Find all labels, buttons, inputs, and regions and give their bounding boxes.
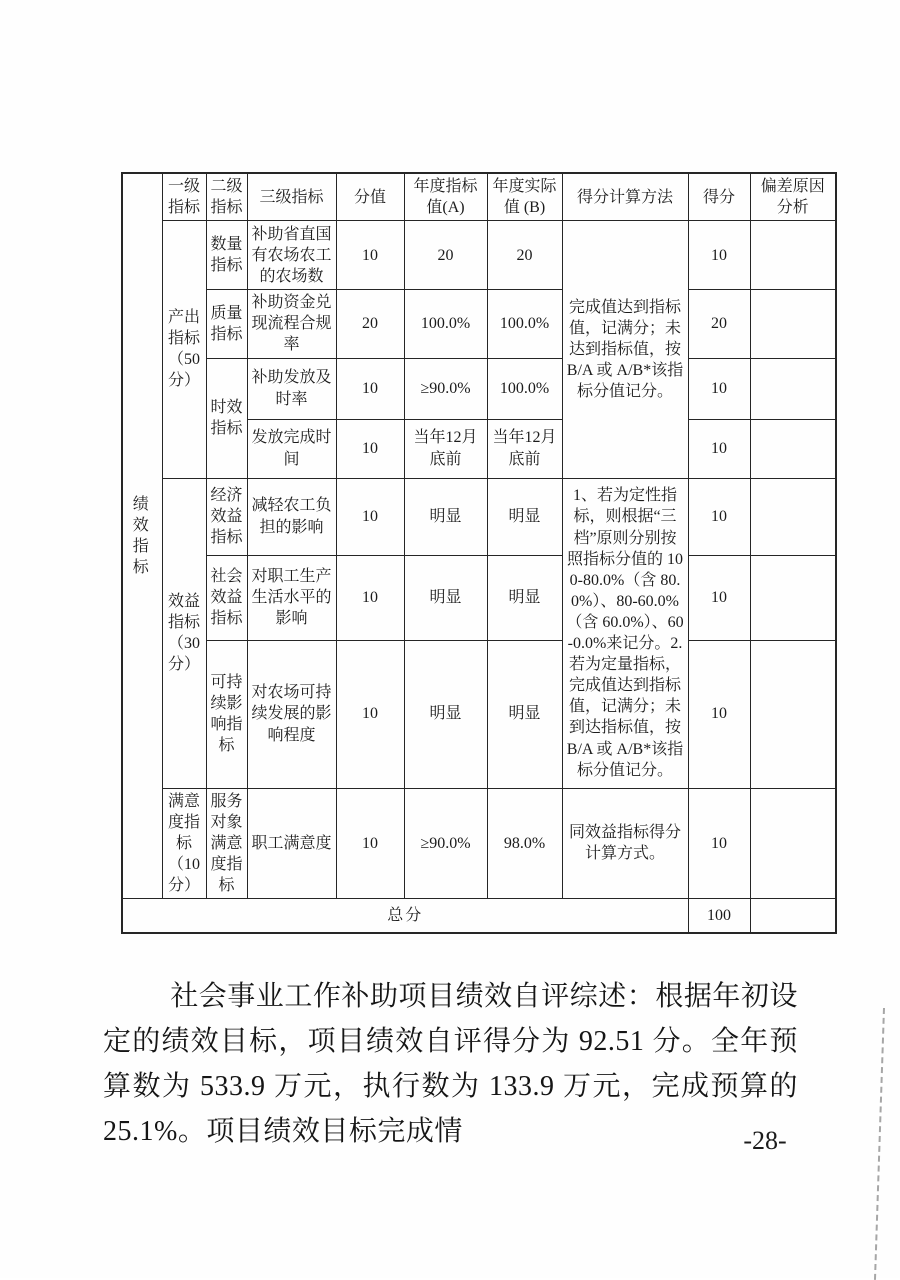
cell-points: 10 — [688, 221, 750, 290]
cell-level2: 可持续影响指标 — [206, 640, 247, 788]
cell-level3: 发放完成时间 — [247, 419, 336, 478]
cell-level3: 减轻农工负担的影响 — [247, 478, 336, 555]
cell-score: 10 — [336, 478, 404, 555]
cell-target: 100.0% — [404, 290, 487, 358]
header-deviation: 偏差原因分析 — [750, 173, 836, 221]
cell-points: 10 — [688, 788, 750, 899]
cell-score: 10 — [336, 640, 404, 788]
cell-points: 20 — [688, 290, 750, 358]
cell-actual: 98.0% — [487, 788, 562, 899]
cell-method-output: 完成值达到指标值，记满分；未达到指标值，按 B/A 或 A/B*该指标分值记分。 — [562, 221, 688, 478]
cell-deviation — [750, 221, 836, 290]
cell-score: 10 — [336, 555, 404, 640]
cell-points: 10 — [688, 358, 750, 419]
cell-target: 当年12月底前 — [404, 419, 487, 478]
cell-level2-timeliness: 时效指标 — [206, 358, 247, 478]
cell-target: ≥90.0% — [404, 358, 487, 419]
cell-deviation — [750, 788, 836, 899]
cell-method-benefit: 1、若为定性指标，则根据“三档”原则分别按照指标分值的 100-80.0%（含 80.0%）、80-60.0%（含 60.0%）、60-0.0%来记分。2.若为定量指标，完成值达到指标值，记满分；未到达指标值，按 B/A 或 A/B*该指标分值记分。 — [562, 478, 688, 788]
header-level2: 二级指标 — [206, 173, 247, 221]
cell-deviation — [750, 555, 836, 640]
cell-deviation — [750, 899, 836, 933]
header-score: 分值 — [336, 173, 404, 221]
cell-deviation — [750, 640, 836, 788]
cell-deviation — [750, 358, 836, 419]
header-points: 得分 — [688, 173, 750, 221]
cell-actual: 100.0% — [487, 358, 562, 419]
cell-actual: 100.0% — [487, 290, 562, 358]
cell-level2: 服务对象满意度指标 — [206, 788, 247, 899]
cell-level3: 对职工生产生活水平的影响 — [247, 555, 336, 640]
cell-deviation — [750, 419, 836, 478]
cell-level3: 职工满意度 — [247, 788, 336, 899]
header-level3: 三级指标 — [247, 173, 336, 221]
cell-actual: 明显 — [487, 640, 562, 788]
cell-level2: 数量指标 — [206, 221, 247, 290]
header-target: 年度指标值(A) — [404, 173, 487, 221]
cell-deviation — [750, 290, 836, 358]
cell-level3: 补助省直国有农场农工的农场数 — [247, 221, 336, 290]
cell-method-satisfaction: 同效益指标得分计算方式。 — [562, 788, 688, 899]
cell-level1-output: 产出指标（50分） — [162, 221, 206, 478]
cell-target: ≥90.0% — [404, 788, 487, 899]
cell-total-label: 总分 — [122, 899, 688, 933]
cell-actual: 明显 — [487, 555, 562, 640]
cell-target: 20 — [404, 221, 487, 290]
cell-deviation — [750, 478, 836, 555]
cell-level2: 经济效益指标 — [206, 478, 247, 555]
cell-points: 10 — [688, 419, 750, 478]
cell-actual: 20 — [487, 221, 562, 290]
cell-level3: 补助资金兑现流程合规率 — [247, 290, 336, 358]
cell-target: 明显 — [404, 478, 487, 555]
cell-actual: 当年12月底前 — [487, 419, 562, 478]
cell-score: 10 — [336, 419, 404, 478]
cell-level2: 质量指标 — [206, 290, 247, 358]
cell-points: 10 — [688, 478, 750, 555]
page-number: -28- — [743, 1126, 787, 1155]
header-actual: 年度实际值 (B) — [487, 173, 562, 221]
cell-points: 10 — [688, 640, 750, 788]
cell-level1-satisfaction: 满意度指标（10分） — [162, 788, 206, 899]
cell-total-points: 100 — [688, 899, 750, 933]
cell-level1-benefit: 效益指标（30分） — [162, 478, 206, 788]
cell-points: 10 — [688, 555, 750, 640]
cell-level2: 社会效益指标 — [206, 555, 247, 640]
self-evaluation-summary: 社会事业工作补助项目绩效自评综述：根据年初设定的绩效目标，项目绩效自评得分为 92.51 分。全年预算数为 533.9 万元，执行数为 133.9 万元，完成预算的 25.1%。项目绩效目标完成情 — [103, 981, 798, 1147]
cell-target: 明显 — [404, 555, 487, 640]
header-method: 得分计算方法 — [562, 173, 688, 221]
cell-level3: 对农场可持续发展的影响程度 — [247, 640, 336, 788]
scan-fold-dashed-line — [874, 1008, 885, 1280]
row-group-label: 绩效指标 — [122, 173, 162, 899]
cell-score: 20 — [336, 290, 404, 358]
cell-actual: 明显 — [487, 478, 562, 555]
performance-indicator-table — [121, 172, 837, 934]
cell-score: 10 — [336, 358, 404, 419]
cell-level3: 补助发放及时率 — [247, 358, 336, 419]
header-level1: 一级指标 — [162, 173, 206, 221]
cell-score: 10 — [336, 788, 404, 899]
cell-score: 10 — [336, 221, 404, 290]
cell-target: 明显 — [404, 640, 487, 788]
